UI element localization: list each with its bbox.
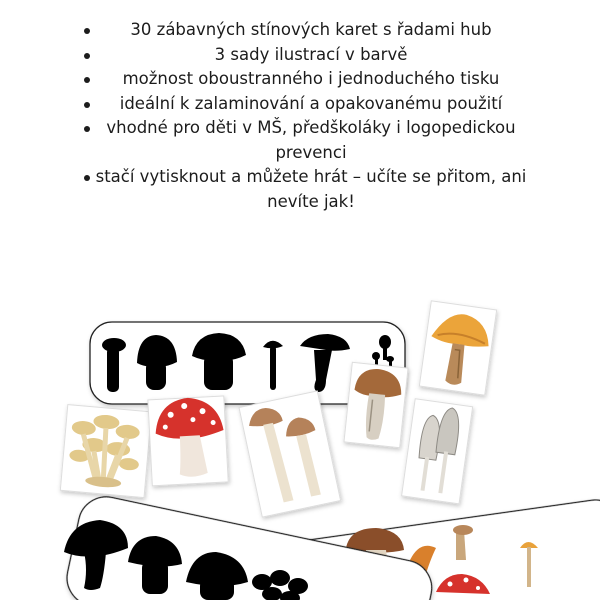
brown-cap-pair-card xyxy=(239,391,341,517)
feature-item-2: 3 sady ilustrací v barvě xyxy=(0,43,600,68)
ink-cap-card xyxy=(402,399,473,504)
boletus-card xyxy=(344,362,408,447)
feature-item-1: 30 zábavných stínových karet s řadami hub xyxy=(0,18,600,43)
feature-item-5: vhodné pro děti v MŠ, předškoláky i logopedickou prevenci xyxy=(0,116,600,165)
orange-cap-card xyxy=(419,301,496,395)
feature-item-4: ideální k zalaminování a opakovanému použití xyxy=(0,92,600,117)
feature-item-3: možnost oboustranného i jednoduchého tisku xyxy=(0,67,600,92)
fly-agaric-card xyxy=(148,396,228,486)
enoki-card xyxy=(60,405,151,498)
feature-item-6: stačí vytisknout a můžete hrát – učíte se přitom, ani nevíte jak! xyxy=(0,165,600,214)
